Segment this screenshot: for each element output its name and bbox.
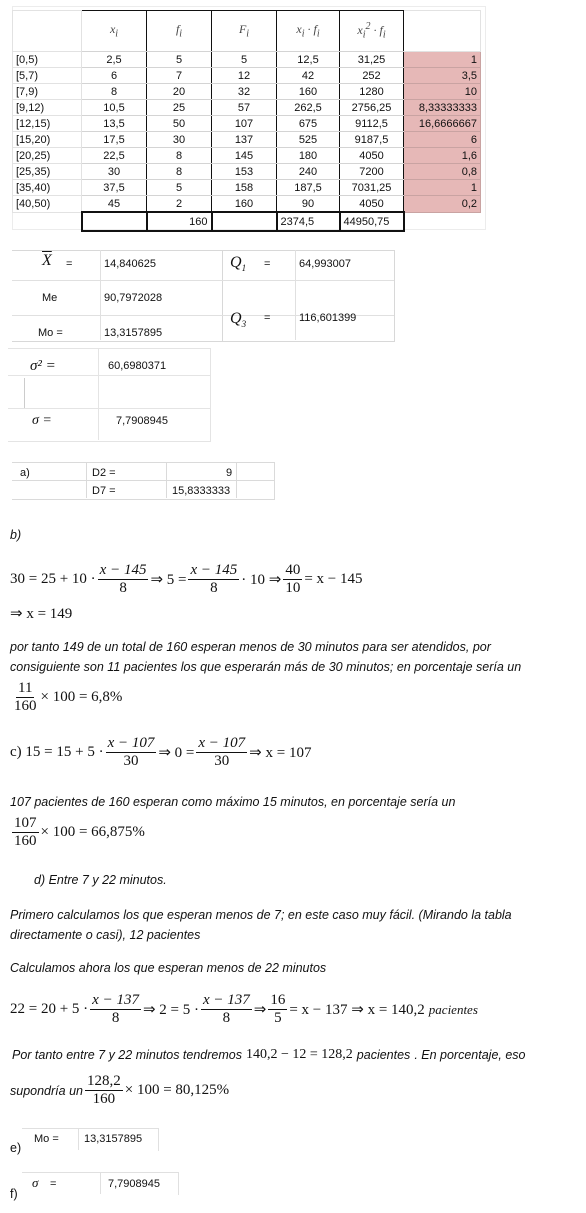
- variance-value: 60,6980371: [108, 360, 167, 372]
- table-row: [13, 164, 481, 180]
- part-b-equation-1: 30 = 25 + 10 · $\frac{x - 145}{8}$ ⇒ 5 = $\frac{x - 145}{8}$ · 10 ⇒ $\frac{40}{10}$ = x − 145: [10, 562, 363, 596]
- part-d-percentage: supondría un $\frac{128,2}{160}$ × 100 = 80,125%: [10, 1073, 230, 1107]
- x2fi-cell: 4050: [340, 196, 404, 213]
- totals-empty: [82, 212, 147, 231]
- part-a-label: a): [20, 467, 30, 479]
- xi-cell: 45: [82, 196, 147, 213]
- part-f-label: f): [10, 1187, 18, 1201]
- xifi-cell: 90: [277, 196, 340, 213]
- header-fi: $f_i$: [147, 11, 212, 52]
- part-d-label: d) Entre 7 y 22 minutos.: [34, 873, 167, 887]
- table-row: [13, 196, 481, 213]
- xifi-cell: 12,5: [277, 52, 340, 68]
- xi-cell: 10,5: [82, 100, 147, 116]
- table-row: [13, 180, 481, 196]
- x2fi-cell: 9112,5: [340, 116, 404, 132]
- d7-label: D7 =: [92, 485, 116, 497]
- totals-row: [13, 212, 481, 231]
- me-value: 90,7972028: [104, 292, 163, 304]
- mo-value: 13,3157895: [104, 327, 163, 339]
- xifi-cell: 675: [277, 116, 340, 132]
- ratio-cell: 0,8: [404, 164, 481, 180]
- part-d-equation: 22 = 20 + 5 · $\frac{x - 137}{8}$ ⇒ 2 = 5 · $\frac{x - 137}{8}$ ⇒ $\frac{16}{5}$ = x − 137 ⇒ x = 140,2 pacientes: [10, 992, 478, 1026]
- ratio-cell: 10: [404, 84, 481, 100]
- part-e-label: e): [10, 1141, 22, 1155]
- part-c-text: 107 pacientes de 160 esperan como máximo 15 minutos, en porcentaje sería un: [10, 795, 456, 809]
- header-xi: $x_i$: [82, 11, 147, 52]
- xbar-value: 14,840625: [104, 258, 156, 270]
- part-b-text-2: consiguiente son 11 pacientes los que esperarán más de 30 minutos; en porcentaje sería un: [10, 660, 522, 674]
- header-xifi: $x_i \cdot f_i$: [277, 11, 340, 52]
- Fi-cell: 12: [212, 68, 277, 84]
- ratio-cell: 1: [404, 180, 481, 196]
- ratio-cell: 1: [404, 52, 481, 68]
- part-e-mo-value: 13,3157895: [84, 1133, 143, 1145]
- table-row: [13, 116, 481, 132]
- Fi-cell: 158: [212, 180, 277, 196]
- fi-cell: 25: [147, 100, 212, 116]
- totals-empty: [212, 212, 277, 231]
- x2fi-cell: 31,25: [340, 52, 404, 68]
- interval-cell: [40,50): [13, 196, 82, 213]
- ratio-cell: 8,33333333: [404, 100, 481, 116]
- ratio-cell: 0,2: [404, 196, 481, 213]
- interval-cell: [9,12): [13, 100, 82, 116]
- xi-cell: 22,5: [82, 148, 147, 164]
- Fi-cell: 107: [212, 116, 277, 132]
- Fi-cell: 145: [212, 148, 277, 164]
- d2-label: D2 =: [92, 467, 116, 479]
- q1-eq: =: [264, 258, 271, 270]
- frequency-table: [12, 10, 481, 232]
- fi-cell: 7: [147, 68, 212, 84]
- x2fi-cell: 7031,25: [340, 180, 404, 196]
- table-row: [13, 68, 481, 84]
- interval-cell: [20,25): [13, 148, 82, 164]
- part-c-percentage: $\frac{107}{160}$ × 100 = 66,875%: [14, 815, 145, 849]
- fi-cell: 20: [147, 84, 212, 100]
- Fi-cell: 57: [212, 100, 277, 116]
- fi-cell: 30: [147, 132, 212, 148]
- totals-fi: 160: [147, 212, 212, 231]
- interval-cell: [0,5): [13, 52, 82, 68]
- xifi-cell: 240: [277, 164, 340, 180]
- sd-value: 7,7908945: [116, 415, 168, 427]
- table-row: [13, 100, 481, 116]
- Fi-cell: 160: [212, 196, 277, 213]
- totals-x2fi: 44950,75: [340, 212, 404, 231]
- d7-value: 15,8333333: [172, 485, 231, 497]
- part-b-text-1: por tanto 149 de un total de 160 esperan menos de 30 minutos para ser atendidos, por: [10, 640, 491, 654]
- ratio-cell: 16,6666667: [404, 116, 481, 132]
- Fi-cell: 5: [212, 52, 277, 68]
- xi-cell: 8: [82, 84, 147, 100]
- part-b-percentage: $\frac{11}{160}$ × 100 = 6,8%: [14, 680, 123, 714]
- interval-cell: [35,40): [13, 180, 82, 196]
- interval-cell: [25,35): [13, 164, 82, 180]
- q3-label: $Q_3$: [230, 310, 247, 330]
- x2fi-cell: 1280: [340, 84, 404, 100]
- ratio-cell: 6: [404, 132, 481, 148]
- variance-label: σ² =: [30, 358, 56, 374]
- header-Fi: $F_i$: [212, 11, 277, 52]
- Fi-cell: 32: [212, 84, 277, 100]
- totals-xifi: 2374,5: [277, 212, 340, 231]
- x2fi-cell: 7200: [340, 164, 404, 180]
- mo-label: Mo =: [38, 327, 63, 339]
- xifi-cell: 42: [277, 68, 340, 84]
- xi-cell: 17,5: [82, 132, 147, 148]
- q1-label: $Q_1$: [230, 254, 247, 274]
- ratio-cell: 1,6: [404, 148, 481, 164]
- part-f-eq: =: [50, 1178, 57, 1190]
- fi-cell: 5: [147, 52, 212, 68]
- x2fi-cell: 2756,25: [340, 100, 404, 116]
- interval-cell: [12,15): [13, 116, 82, 132]
- part-d-text-2: directamente o casi), 12 pacientes: [10, 928, 201, 942]
- x2fi-cell: 252: [340, 68, 404, 84]
- part-b-equation-2: ⇒ x = 149: [10, 606, 73, 622]
- table-row: [13, 132, 481, 148]
- fi-cell: 2: [147, 196, 212, 213]
- xifi-cell: 525: [277, 132, 340, 148]
- fi-cell: 8: [147, 164, 212, 180]
- header-x2fi: $x_i^2 \cdot f_i$: [340, 11, 404, 52]
- d2-value: 9: [226, 467, 233, 479]
- xifi-cell: 262,5: [277, 100, 340, 116]
- Fi-cell: 137: [212, 132, 277, 148]
- xi-cell: 37,5: [82, 180, 147, 196]
- xi-cell: 2,5: [82, 52, 147, 68]
- xi-cell: 30: [82, 164, 147, 180]
- part-f-sd-label: σ: [32, 1175, 39, 1190]
- table-row: [13, 84, 481, 100]
- part-c-equation: c) 15 = 15 + 5 · $\frac{x - 107}{30}$ ⇒ 0 = $\frac{x - 107}{30}$ ⇒ x = 107: [10, 735, 312, 769]
- xi-cell: 6: [82, 68, 147, 84]
- part-b-label: b): [10, 528, 22, 542]
- xi-cell: 13,5: [82, 116, 147, 132]
- table-row: [13, 52, 481, 68]
- table-row: [13, 148, 481, 164]
- q1-value: 64,993007: [299, 258, 351, 270]
- fi-cell: 8: [147, 148, 212, 164]
- part-f-sd-value: 7,7908945: [108, 1178, 160, 1190]
- interval-cell: [15,20): [13, 132, 82, 148]
- q3-value: 116,601399: [299, 312, 357, 324]
- interval-cell: [5,7): [13, 68, 82, 84]
- x2fi-cell: 9187,5: [340, 132, 404, 148]
- interval-cell: [7,9): [13, 84, 82, 100]
- part-d-text-1: Primero calculamos los que esperan menos de 7; en este caso muy fácil. (Mirando la tabla: [10, 908, 512, 922]
- Fi-cell: 153: [212, 164, 277, 180]
- xifi-cell: 160: [277, 84, 340, 100]
- ratio-cell: 3,5: [404, 68, 481, 84]
- fi-cell: 5: [147, 180, 212, 196]
- xifi-cell: 187,5: [277, 180, 340, 196]
- part-d-text-4: Por tanto entre 7 y 22 minutos tendremos 140,2 − 12 = 128,2 pacientes . En porcentaje, eso: [12, 1047, 526, 1062]
- fi-cell: 50: [147, 116, 212, 132]
- sd-label: σ =: [32, 413, 52, 428]
- xbar-eq: =: [66, 258, 73, 270]
- table-header-row: [13, 11, 481, 52]
- x2fi-cell: 4050: [340, 148, 404, 164]
- me-label: Me: [42, 292, 58, 304]
- xifi-cell: 180: [277, 148, 340, 164]
- q3-eq: =: [264, 312, 271, 324]
- part-d-text-3: Calculamos ahora los que esperan menos de 22 minutos: [10, 961, 327, 975]
- part-e-mo-label: Mo =: [34, 1133, 59, 1145]
- xbar-label: $\overline{X}$: [42, 252, 52, 269]
